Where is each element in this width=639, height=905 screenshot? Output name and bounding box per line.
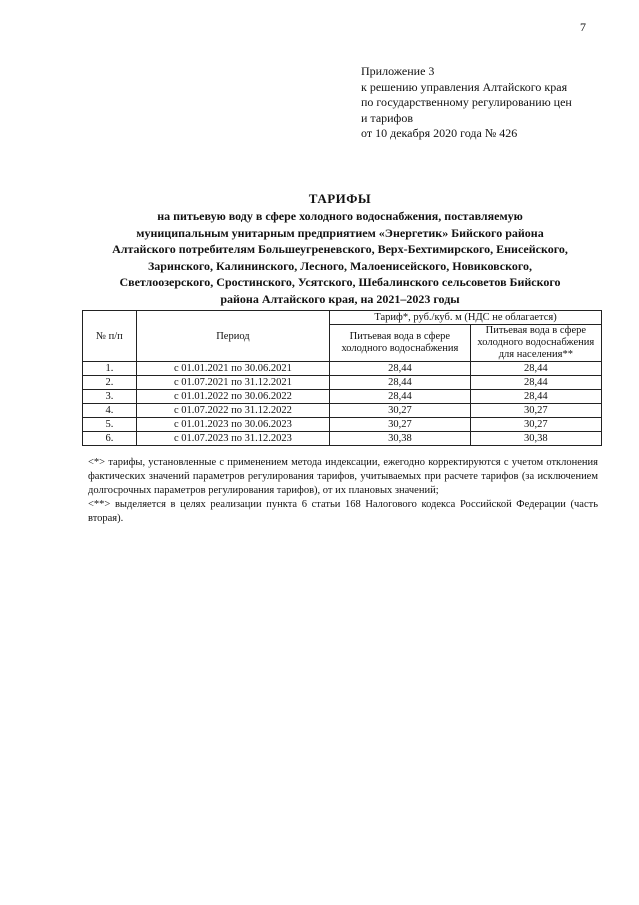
row-number: 2.: [83, 376, 137, 390]
row-period: с 01.01.2021 по 30.06.2021: [136, 362, 329, 376]
row-tariff-population: 30,27: [470, 418, 601, 432]
footnote: <*> тарифы, установленные с применением метода индексации, ежегодно корректируются с учетом отклонения фактических значений параметров регулирования тарифов, учитываемых при расчете тарифов (за исключением долгосрочных параметров регулирования тарифов), от их плановых значений;: [88, 457, 598, 496]
page-number: 7: [580, 20, 586, 34]
row-period: с 01.07.2021 по 31.12.2021: [136, 376, 329, 390]
row-tariff-water: 28,44: [330, 362, 471, 376]
footnote: <**> выделяется в целях реализации пункта 6 статьи 168 Налогового кодекса Российской Федерации (часть вторая).: [88, 499, 598, 524]
subtitle-line: муниципальным унитарным предприятием «Энергетик» Бийского района: [136, 225, 544, 240]
appendix-line: от 10 декабря 2020 года № 426: [361, 126, 518, 140]
subtitle-line: Алтайского потребителям Большеугреневского, Верх-Бехтимирского, Енисейского,: [112, 242, 568, 256]
header-tariff-group: Тариф*, руб./куб. м (НДС не облагается): [330, 311, 602, 325]
row-number: 4.: [83, 404, 137, 418]
row-tariff-population: 30,38: [470, 432, 601, 446]
row-period: с 01.01.2022 по 30.06.2022: [136, 390, 329, 404]
row-tariff-water: 28,44: [330, 390, 471, 404]
row-number: 5.: [83, 418, 137, 432]
row-period: с 01.07.2022 по 31.12.2022: [136, 404, 329, 418]
footnotes: [88, 456, 598, 526]
table-row: [83, 432, 602, 446]
header-drinking-water-population: Питьевая вода в сфере холодного водоснабжения для населения**: [470, 325, 601, 362]
table-row: [83, 390, 602, 404]
document-heading: [60, 190, 620, 307]
header-number: № п/п: [83, 311, 137, 362]
tariffs-table: [82, 310, 602, 446]
document-title: ТАРИФЫ: [308, 191, 372, 206]
row-tariff-water: 28,44: [330, 376, 471, 390]
subtitle-line: района Алтайского края, на 2021–2023 годы: [220, 291, 460, 306]
appendix-line: Приложение 3: [361, 64, 435, 78]
appendix-line: по государственному регулированию цен: [361, 95, 572, 109]
row-tariff-population: 28,44: [470, 390, 601, 404]
document-subtitle: [60, 208, 620, 307]
appendix-block: [361, 64, 572, 142]
subtitle-line: Заринского, Калининского, Лесного, Малоенисейского, Новиковского,: [147, 258, 533, 273]
row-tariff-population: 28,44: [470, 362, 601, 376]
row-period: с 01.01.2023 по 30.06.2023: [136, 418, 329, 432]
table-row: [83, 362, 602, 376]
table-row: [83, 418, 602, 432]
header-period: Период: [136, 311, 329, 362]
row-period: с 01.07.2023 по 31.12.2023: [136, 432, 329, 446]
appendix-line: и тарифов: [361, 110, 414, 125]
row-number: 3.: [83, 390, 137, 404]
appendix-line: к решению управления Алтайского края: [361, 79, 568, 94]
row-tariff-water: 30,38: [330, 432, 471, 446]
row-number: 6.: [83, 432, 137, 446]
row-number: 1.: [83, 362, 137, 376]
row-tariff-population: 28,44: [470, 376, 601, 390]
table-header-row: [83, 311, 602, 325]
header-drinking-water: Питьевая вода в сфере холодного водоснабжения: [330, 325, 471, 362]
table-row: [83, 404, 602, 418]
row-tariff-population: 30,27: [470, 404, 601, 418]
row-tariff-water: 30,27: [330, 418, 471, 432]
subtitle-line: Светлоозерского, Сростинского, Усятского, Шебалинского сельсоветов Бийского: [119, 275, 561, 289]
subtitle-line: на питьевую воду в сфере холодного водоснабжения, поставляемую: [157, 209, 523, 223]
table-row: [83, 376, 602, 390]
row-tariff-water: 30,27: [330, 404, 471, 418]
